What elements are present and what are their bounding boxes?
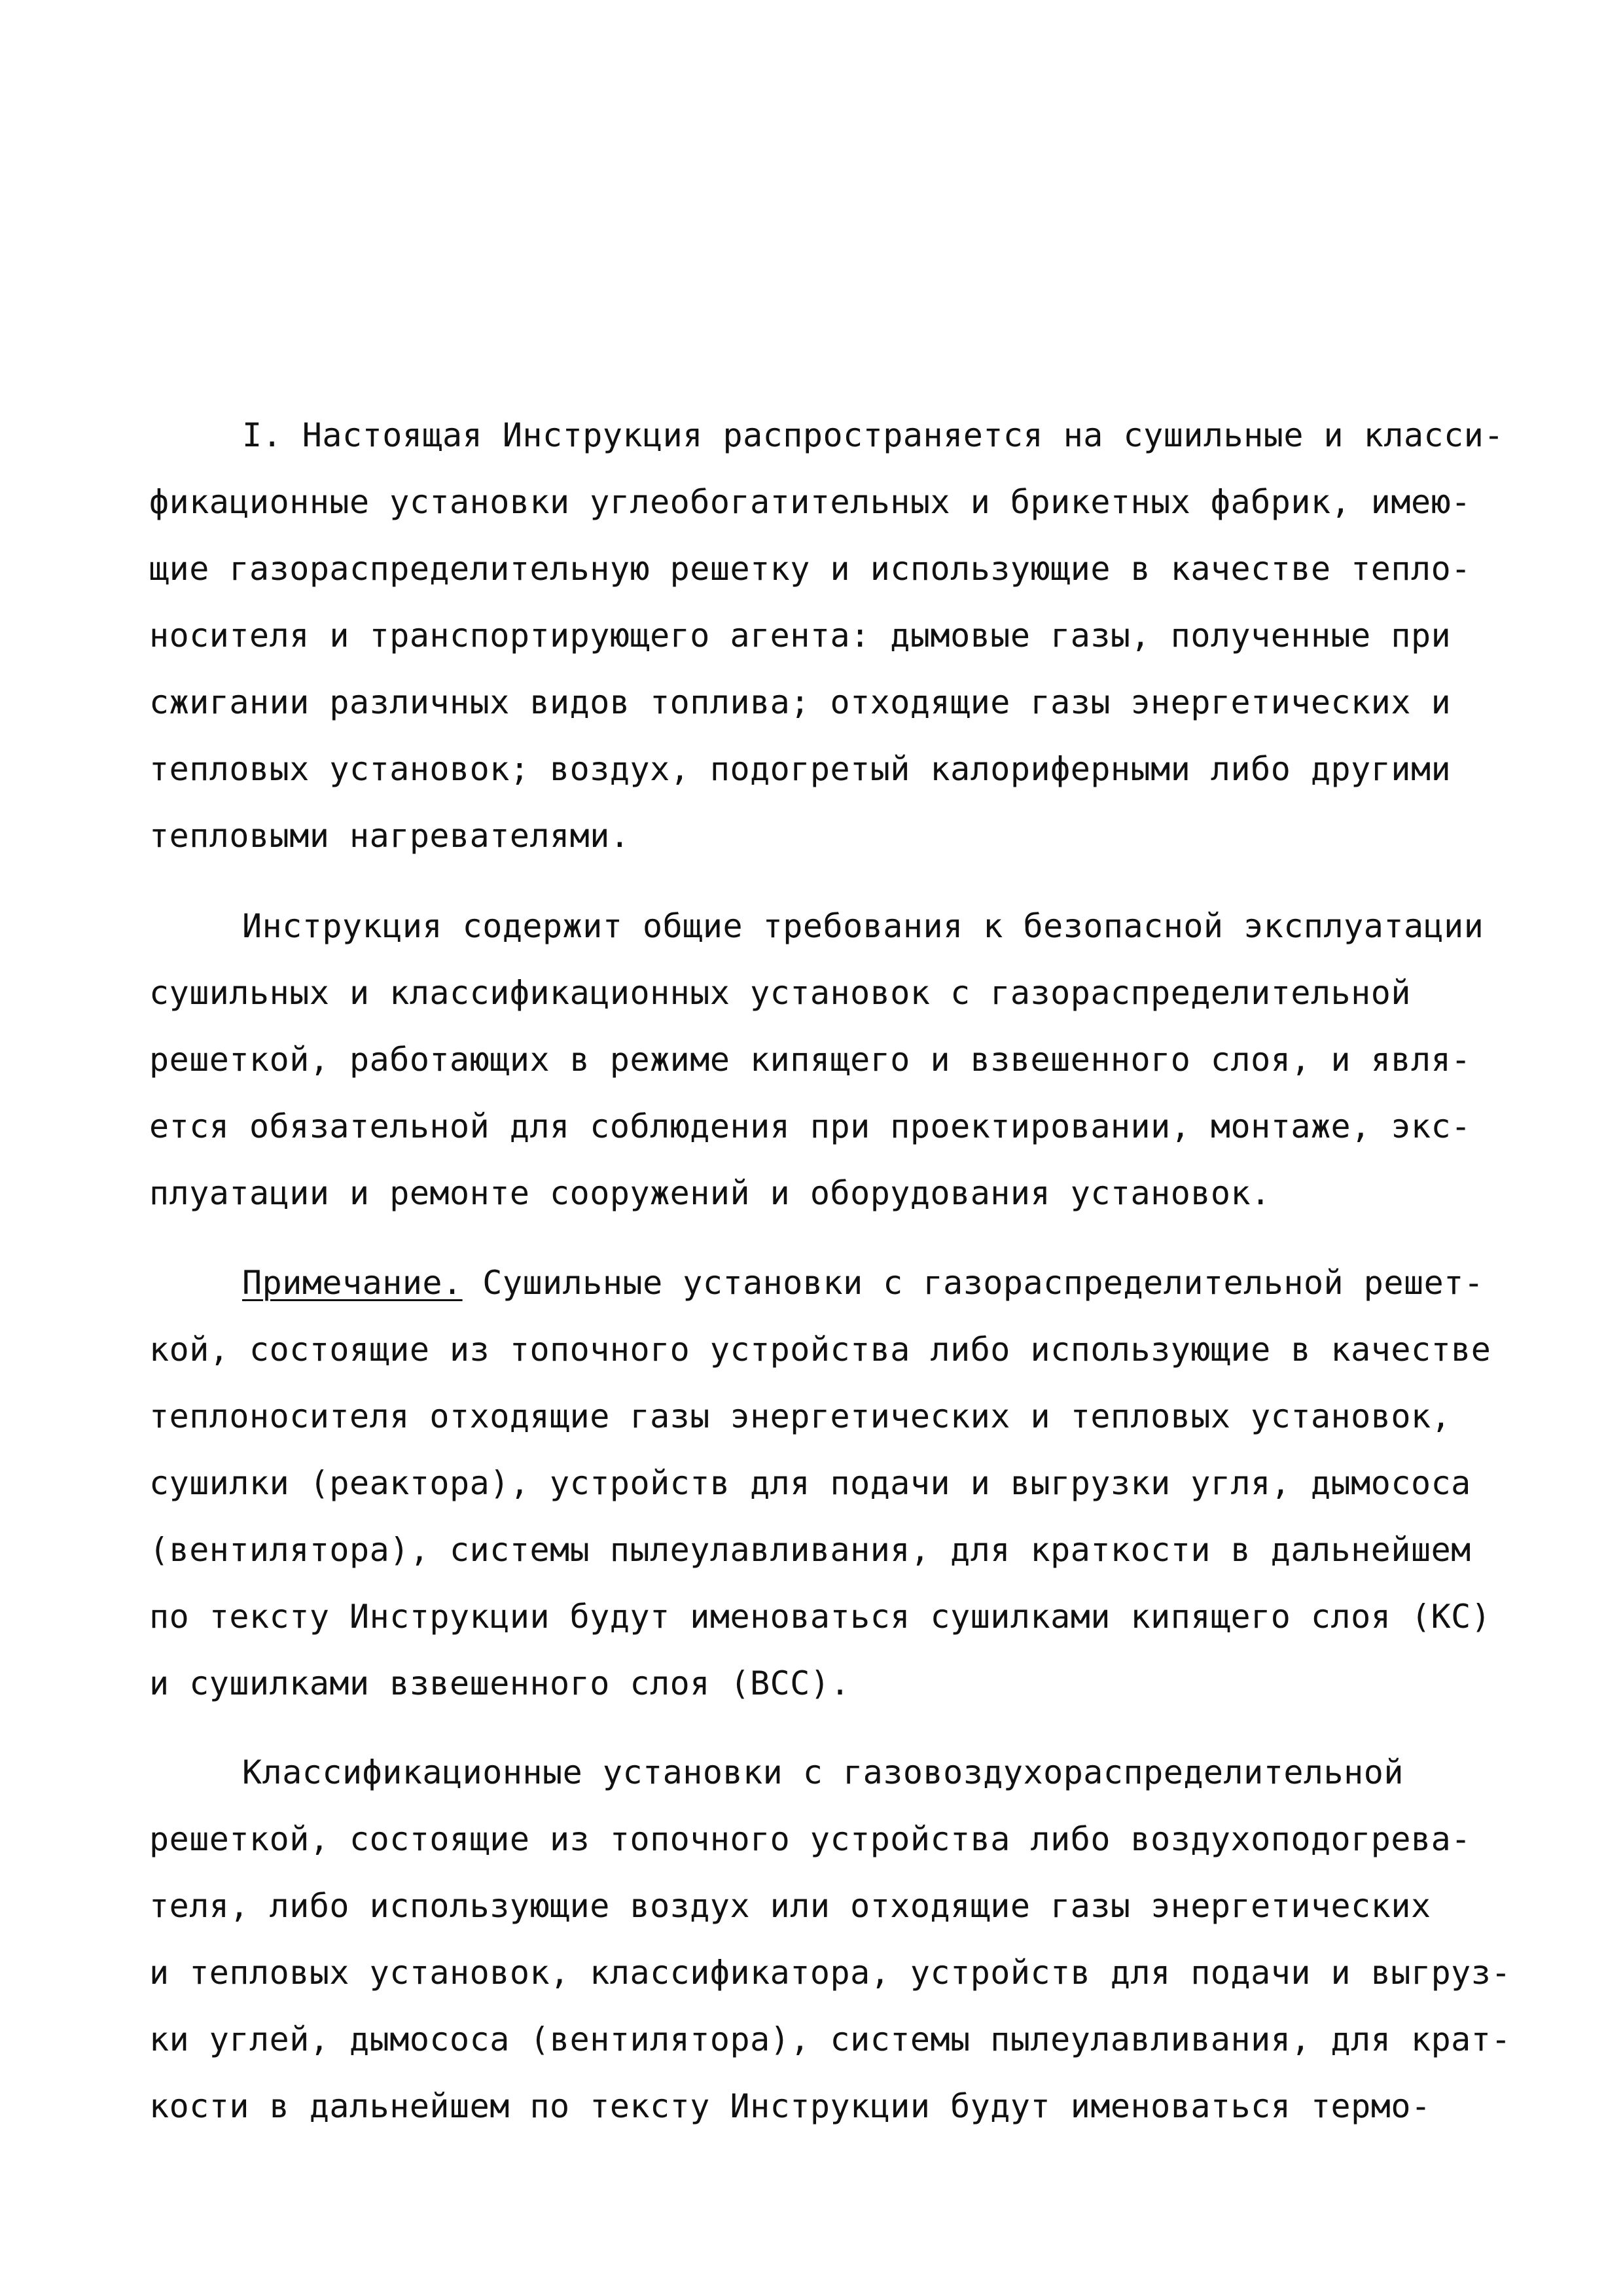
paragraph-3-line-2: кой, состоящие из топочного устройства либо использующие в качестве [149, 1331, 1491, 1369]
paragraph-4-line-2: решеткой, состоящие из топочного устройства либо воздухоподогрева- [149, 1820, 1471, 1858]
paragraph-2-line-1: Инструкция содержит общие требования к безопасной эксплуатации [242, 907, 1484, 945]
paragraph-1-line-2: фикационные установки углеобогатительных и брикетных фабрик, имею- [149, 483, 1471, 521]
paragraph-3-line-7: и сушилками взвешенного слоя (ВСС). [149, 1664, 851, 1702]
paragraph-4-line-6: кости в дальнейшем по тексту Инструкции будут именоваться термо- [149, 2087, 1431, 2125]
paragraph-2-line-5: плуатации и ремонте сооружений и оборудования установок. [149, 1174, 1271, 1212]
paragraph-4-line-3: теля, либо использующие воздух или отходящие газы энергетических [149, 1887, 1431, 1925]
paragraph-3-line-6: по тексту Инструкции будут именоваться сушилками кипящего слоя (КС) [149, 1598, 1491, 1636]
paragraph-3-line-1: Примечание. Сушильные установки с газораспределительной решет- [242, 1264, 1484, 1302]
paragraph-4-line-1: Классификационные установки с газовоздухораспределительной [242, 1753, 1404, 1791]
paragraph-4-line-4: и тепловых установок, классификатора, устройств для подачи и выгруз- [149, 1954, 1511, 1992]
paragraph-1-line-5: сжигании различных видов топлива; отходящие газы энергетических и [149, 683, 1452, 721]
paragraph-2-line-4: ется обязательной для соблюдения при проектировании, монтаже, экс- [149, 1107, 1471, 1145]
paragraph-3-line-5: (вентилятора), системы пылеулавливания, для краткости в дальнейшем [149, 1531, 1471, 1569]
paragraph-1-line-6: тепловых установок; воздух, подогретый калориферными либо другими [149, 750, 1452, 788]
note-label: Примечание. [242, 1264, 463, 1302]
paragraph-4-line-5: ки углей, дымососа (вентилятора), системы пылеулавливания, для крат- [149, 2020, 1511, 2058]
paragraph-1-line-3: щие газораспределительную решетку и использующие в качестве тепло- [149, 550, 1471, 588]
paragraph-3-line-4: сушилки (реактора), устройств для подачи и выгрузки угля, дымососа [149, 1464, 1471, 1502]
paragraph-1-line-1: I. Настоящая Инструкция распространяется на сушильные и класси- [242, 416, 1504, 454]
paragraph-1-line-4: носителя и транспортирующего агента: дымовые газы, полученные при [149, 617, 1452, 655]
paragraph-2-line-3: решеткой, работающих в режиме кипящего и взвешенного слоя, и явля- [149, 1041, 1471, 1079]
paragraph-3-line-3: теплоносителя отходящие газы энергетических и тепловых установок, [149, 1397, 1452, 1435]
paragraph-1-line-7: тепловыми нагревателями. [149, 817, 630, 855]
paragraph-2-line-2: сушильных и классификационных установок с газораспределительной [149, 974, 1411, 1012]
